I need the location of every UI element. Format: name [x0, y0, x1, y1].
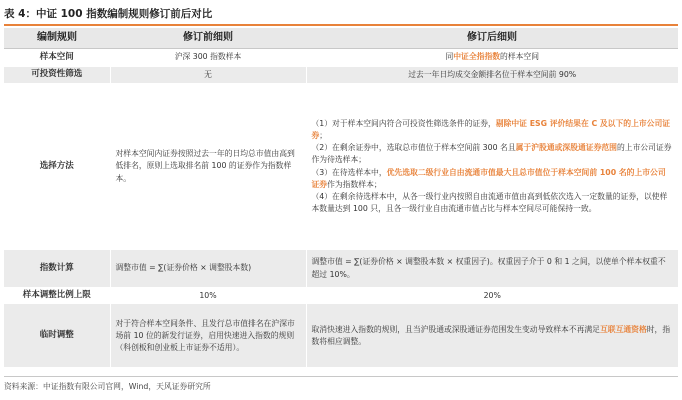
table-bottom-divider — [4, 376, 678, 377]
header-after: 修订后细则 — [306, 28, 678, 49]
table-row — [4, 304, 678, 368]
text-segment: （3）在待选样本中， — [311, 167, 387, 177]
table-row — [4, 67, 678, 84]
source-note: 资料来源：中证指数有限公司官网，Wind，天风证券研究所 — [4, 382, 211, 391]
text-segment: 取消快速进入指数的规则，且当沪股通或深股通证券范围发生变动导致样本不再满足 — [311, 324, 600, 334]
liquidity-before: 无 — [110, 67, 306, 84]
row-label-limit: 样本调整比例上限 — [4, 288, 110, 304]
row-label-calc: 指数计算 — [4, 250, 110, 288]
sample-space-after — [306, 49, 678, 67]
text-segment: （2）在剩余证券中，选取总市值位于样本空间前 300 名且 — [311, 143, 516, 153]
selection-step-1 — [312, 118, 674, 142]
calc-after: 调整市值 = ∑(证券价格 × 调整股本数 × 权重因子)。权重因子介于 0 和 1 之间，以使单个样本权重不超过 10%。 — [306, 250, 678, 288]
table-row — [4, 250, 678, 288]
row-label-temp: 临时调整 — [4, 304, 110, 368]
comparison-table — [4, 28, 678, 368]
selection-step-4: （4）在剩余待选样本中，从各一级行业内按照自由流通市值由高到低依次选入一定数量的证券，以使样本数量达到 100 只，且各一级行业自由流通市值占比与样本空间尽可能保持一致。 — [311, 191, 668, 213]
table-caption: 表 4：中证 100 指数编制规则修订前后对比 — [4, 8, 213, 20]
highlight-text: 属于沪股通或深股通证券范围 — [515, 143, 617, 153]
highlight-text: 剔除中证 ESG 评价结果在 C 及以下的上市公司证券 — [311, 119, 671, 141]
text-segment: ； — [319, 131, 328, 141]
selection-step-2 — [312, 142, 674, 166]
row-label-sample-space: 样本空间 — [4, 49, 110, 67]
header-before: 修订前细则 — [110, 28, 306, 49]
selection-after — [306, 84, 678, 250]
sample-space-before: 沪深 300 指数样本 — [110, 49, 306, 67]
temp-before: 对于符合样本空间条件、且发行总市值排名在沪深市场前 10 位的新发行证券，启用快速进入指数的规则（科创板和创业板上市证券不适用）。 — [110, 304, 306, 368]
limit-before: 10% — [110, 288, 306, 304]
calc-before: 调整市值 = ∑(证券价格 × 调整股本数) — [110, 250, 306, 288]
highlight-text: 互联互通资格 — [599, 324, 647, 334]
row-label-liquidity: 可投资性筛选 — [4, 67, 110, 84]
table-header-row — [4, 28, 678, 49]
text-segment: （1）对于样本空间内符合可投资性筛选条件的证券， — [311, 119, 496, 129]
selection-before: 对样本空间内证券按照过去一年的日均总市值由高到低排名，原则上选取排名前 100 的证券作为指数样本。 — [110, 84, 306, 250]
row-label-selection: 选择方法 — [4, 84, 110, 250]
table-row — [4, 84, 678, 250]
text-segment: 时，指数将相应调整。 — [311, 324, 671, 346]
table-row — [4, 49, 678, 67]
liquidity-after: 过去一年日均成交金额排名位于样本空间前 90% — [306, 67, 678, 84]
selection-step-3 — [312, 167, 674, 191]
header-rule: 编制规则 — [4, 28, 110, 49]
temp-after — [306, 304, 678, 368]
limit-after: 20% — [306, 288, 678, 304]
text-segment: 的样本空间 — [500, 52, 540, 62]
text-segment: 同 — [445, 52, 454, 62]
highlight-text: 中证全指指数 — [453, 52, 501, 62]
highlight-text: 优先选取二级行业自由流通市值最大且总市值位于样本空间前 100 名的上市公司证券 — [311, 167, 666, 189]
table-row — [4, 288, 678, 304]
caption-divider — [4, 24, 678, 26]
text-segment: 的上市公司证券作为待选样本； — [311, 143, 672, 165]
text-segment: 作为指数样本； — [327, 179, 382, 189]
